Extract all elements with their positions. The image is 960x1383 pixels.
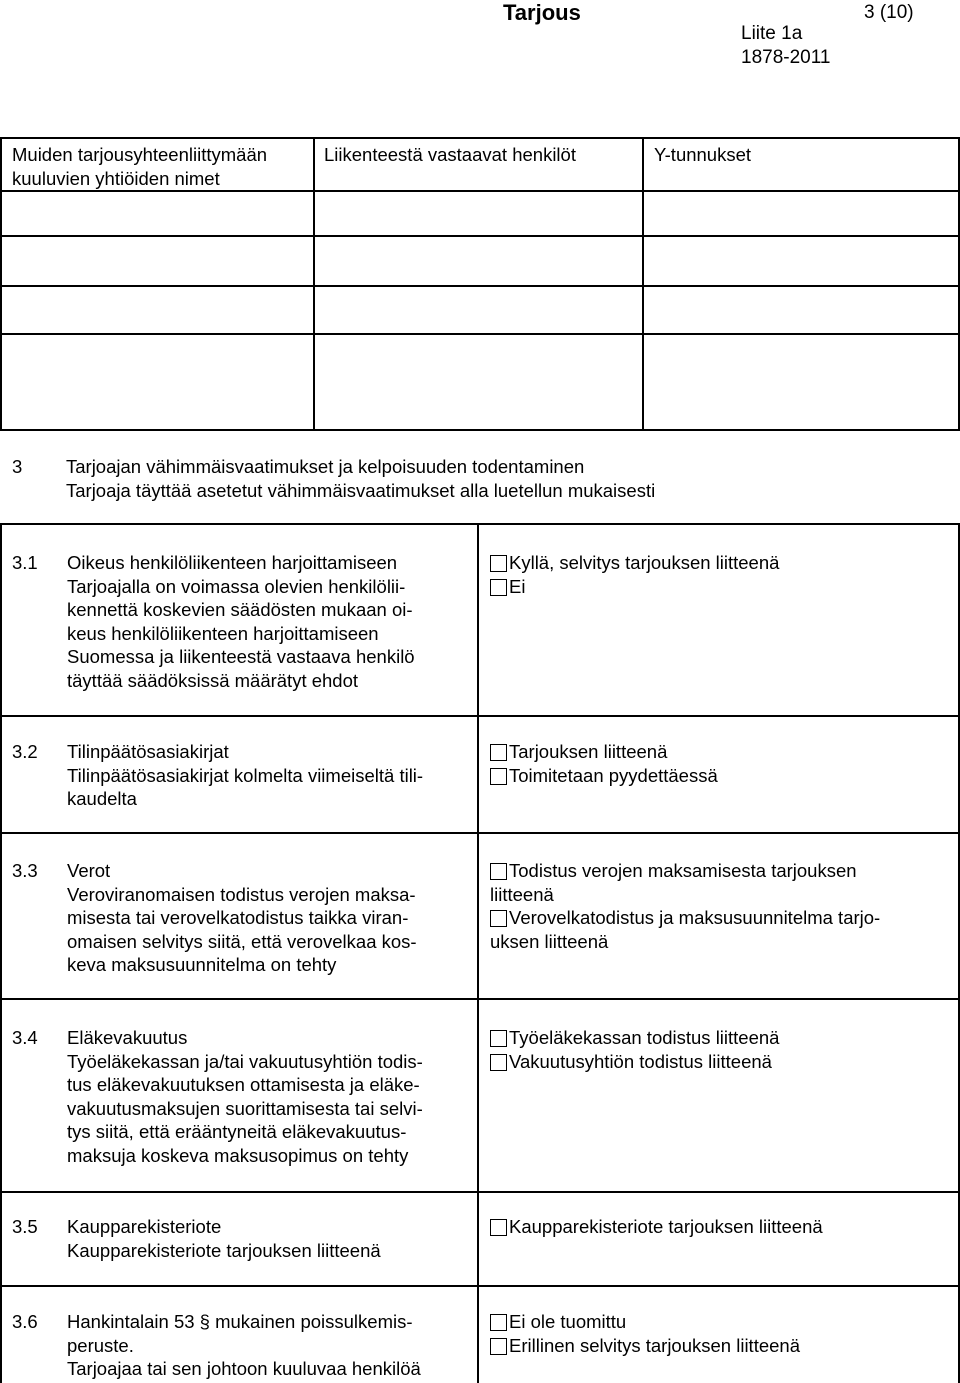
option-row[interactable]: [490, 1215, 823, 1239]
table-column-divider: [642, 137, 644, 431]
checkbox[interactable]: [490, 910, 507, 927]
requirement-title: Eläkevakuutus: [67, 1027, 188, 1048]
checkbox[interactable]: [490, 1219, 507, 1236]
option-label: Työeläkekassan todistus liitteenä: [509, 1027, 780, 1048]
option-label-continuation: uksen liitteenä: [490, 930, 609, 952]
option-row[interactable]: [490, 740, 718, 764]
section-heading: [12, 455, 584, 479]
checkbox[interactable]: [490, 555, 507, 572]
requirement-line: vakuutusmaksujen suorittamisesta tai selvi-: [67, 1097, 423, 1119]
section-title: Tarjoajan vähimmäisvaatimukset ja kelpoisuuden todentaminen: [66, 456, 585, 477]
requirement-options: [490, 740, 718, 787]
requirement-number: 3.2: [12, 741, 38, 762]
requirement-line: Veroviranomaisen todistus verojen maksa-: [67, 883, 416, 905]
grid-line: [0, 1191, 960, 1193]
checkbox[interactable]: [490, 1030, 507, 1047]
requirement-line: Tarjoajalla on voimassa olevien henkilölii-: [67, 575, 406, 597]
table-row-divider: [0, 333, 960, 335]
requirement-line: omaisen selvitys siitä, että verovelkaa kos-: [67, 930, 417, 952]
requirement-line: misesta tai verovelkatodistus taikka viran-: [67, 907, 409, 928]
checkbox[interactable]: [490, 768, 507, 785]
checkbox[interactable]: [490, 863, 507, 880]
requirement-line: keus henkilöliikenteen harjoittamiseen: [67, 622, 379, 644]
option-row[interactable]: [490, 859, 880, 883]
requirement-description: [67, 1310, 421, 1381]
header-line: kuuluvien yhtiöiden nimet: [12, 168, 220, 189]
option-row[interactable]: [490, 1026, 779, 1050]
section-number: 3: [12, 456, 23, 477]
requirement-line: maksuja koskeva maksusopimus on tehty: [67, 1144, 409, 1166]
grid-line: [0, 523, 960, 525]
option-label: Erillinen selvitys tarjouksen liitteenä: [509, 1334, 800, 1356]
section-subtitle: Tarjoaja täyttää asetetut vähimmäisvaatimukset alla luetellun mukaisesti: [66, 480, 656, 501]
grid-line: [477, 523, 479, 1383]
grid-line: [0, 523, 2, 1383]
requirement-number: 3.6: [12, 1311, 38, 1332]
requirement-options: [490, 859, 880, 953]
checkbox[interactable]: [490, 579, 507, 596]
requirement-line: Suomessa ja liikenteestä vastaava henkilö: [67, 646, 415, 667]
document-title: Tarjous: [503, 0, 581, 25]
requirement-line: tys siitä, että erääntyneitä eläkevakuutus-: [67, 1121, 407, 1142]
requirement-line: Tilinpäätösasiakirjat kolmelta viimeiseltä tili-: [67, 764, 424, 786]
option-row[interactable]: [490, 1310, 800, 1334]
requirement-line: tus eläkevakuutuksen ottamisesta ja eläke-: [67, 1074, 420, 1095]
requirement-number: 3.5: [12, 1216, 38, 1237]
requirement-line: keva maksusuunnitelma on tehty: [67, 954, 337, 975]
requirement-options: [490, 551, 779, 598]
requirement-options: [490, 1026, 779, 1073]
column-header-company-names: [12, 143, 267, 191]
option-row[interactable]: [490, 551, 779, 575]
requirement-options: [490, 1310, 800, 1357]
grid-line: [0, 715, 960, 717]
requirement-options: [490, 1215, 823, 1239]
requirement-line: Tarjoajaa tai sen johtoon kuuluvaa henkilöä: [67, 1358, 421, 1379]
table-border-bottom: [0, 429, 960, 431]
option-label: Verovelkatodistus ja maksusuunnitelma tarjo-: [509, 907, 881, 928]
requirement-title: Kaupparekisteriote: [67, 1216, 222, 1237]
checkbox[interactable]: [490, 1054, 507, 1071]
option-label: Ei ole tuomittu: [509, 1311, 627, 1332]
requirement-number: 3.3: [12, 860, 38, 881]
requirement-number: 3.1: [12, 552, 38, 573]
option-label-continuation: liitteenä: [490, 883, 554, 905]
requirement-title: Hankintalain 53 § mukainen poissulkemis-: [67, 1311, 413, 1332]
grid-line: [0, 832, 960, 834]
table-border-top: [0, 137, 960, 139]
option-row[interactable]: [490, 1334, 800, 1358]
option-label: Vakuutusyhtiön todistus liitteenä: [509, 1050, 772, 1072]
option-row[interactable]: [490, 1050, 779, 1074]
option-label: Todistus verojen maksamisesta tarjouksen: [509, 860, 857, 881]
requirement-description: [67, 859, 417, 977]
document-number: 1878-2011: [741, 47, 831, 68]
table-row-divider: [0, 285, 960, 287]
column-header-responsible-persons: Liikenteestä vastaavat henkilöt: [324, 144, 576, 165]
table-border-left: [0, 137, 2, 431]
option-label: Tarjouksen liitteenä: [509, 741, 668, 762]
requirement-description: [67, 740, 423, 811]
requirement-line: peruste.: [67, 1334, 134, 1356]
header-line: Muiden tarjousyhteenliittymään: [12, 144, 268, 165]
requirement-description: [67, 1026, 423, 1167]
requirement-title: Verot: [67, 860, 111, 881]
table-row-divider: [0, 235, 960, 237]
grid-line: [0, 1285, 960, 1287]
company-table: [0, 137, 960, 431]
option-label: Kyllä, selvitys tarjouksen liitteenä: [509, 552, 780, 573]
grid-line: [0, 998, 960, 1000]
option-label: Toimitetaan pyydettäessä: [509, 764, 718, 786]
page-number: 3 (10): [864, 2, 914, 23]
requirement-description: [67, 1215, 381, 1262]
checkbox[interactable]: [490, 744, 507, 761]
requirement-line: kaudelta: [67, 788, 137, 809]
option-label: Ei: [509, 575, 526, 597]
requirement-description: [67, 551, 415, 692]
checkbox[interactable]: [490, 1314, 507, 1331]
column-header-business-ids: Y-tunnukset: [654, 144, 752, 165]
requirement-title: Tilinpäätösasiakirjat: [67, 741, 229, 762]
option-row[interactable]: [490, 575, 779, 599]
requirement-line: Kaupparekisteriote tarjouksen liitteenä: [67, 1239, 381, 1261]
requirement-line: Työeläkekassan ja/tai vakuutusyhtiön todis-: [67, 1050, 423, 1072]
option-label: Kaupparekisteriote tarjouksen liitteenä: [509, 1216, 823, 1237]
requirement-number: 3.4: [12, 1027, 38, 1048]
option-row[interactable]: [490, 906, 880, 930]
requirement-title: Oikeus henkilöliikenteen harjoittamiseen: [67, 552, 398, 573]
checkbox[interactable]: [490, 1338, 507, 1355]
option-row[interactable]: [490, 764, 718, 788]
requirement-line: täyttää säädöksissä määrätyt ehdot: [67, 669, 359, 691]
requirement-line: kennettä koskevien säädösten mukaan oi-: [67, 599, 413, 620]
table-column-divider: [313, 137, 315, 431]
attachment-label: Liite 1a: [741, 23, 803, 44]
